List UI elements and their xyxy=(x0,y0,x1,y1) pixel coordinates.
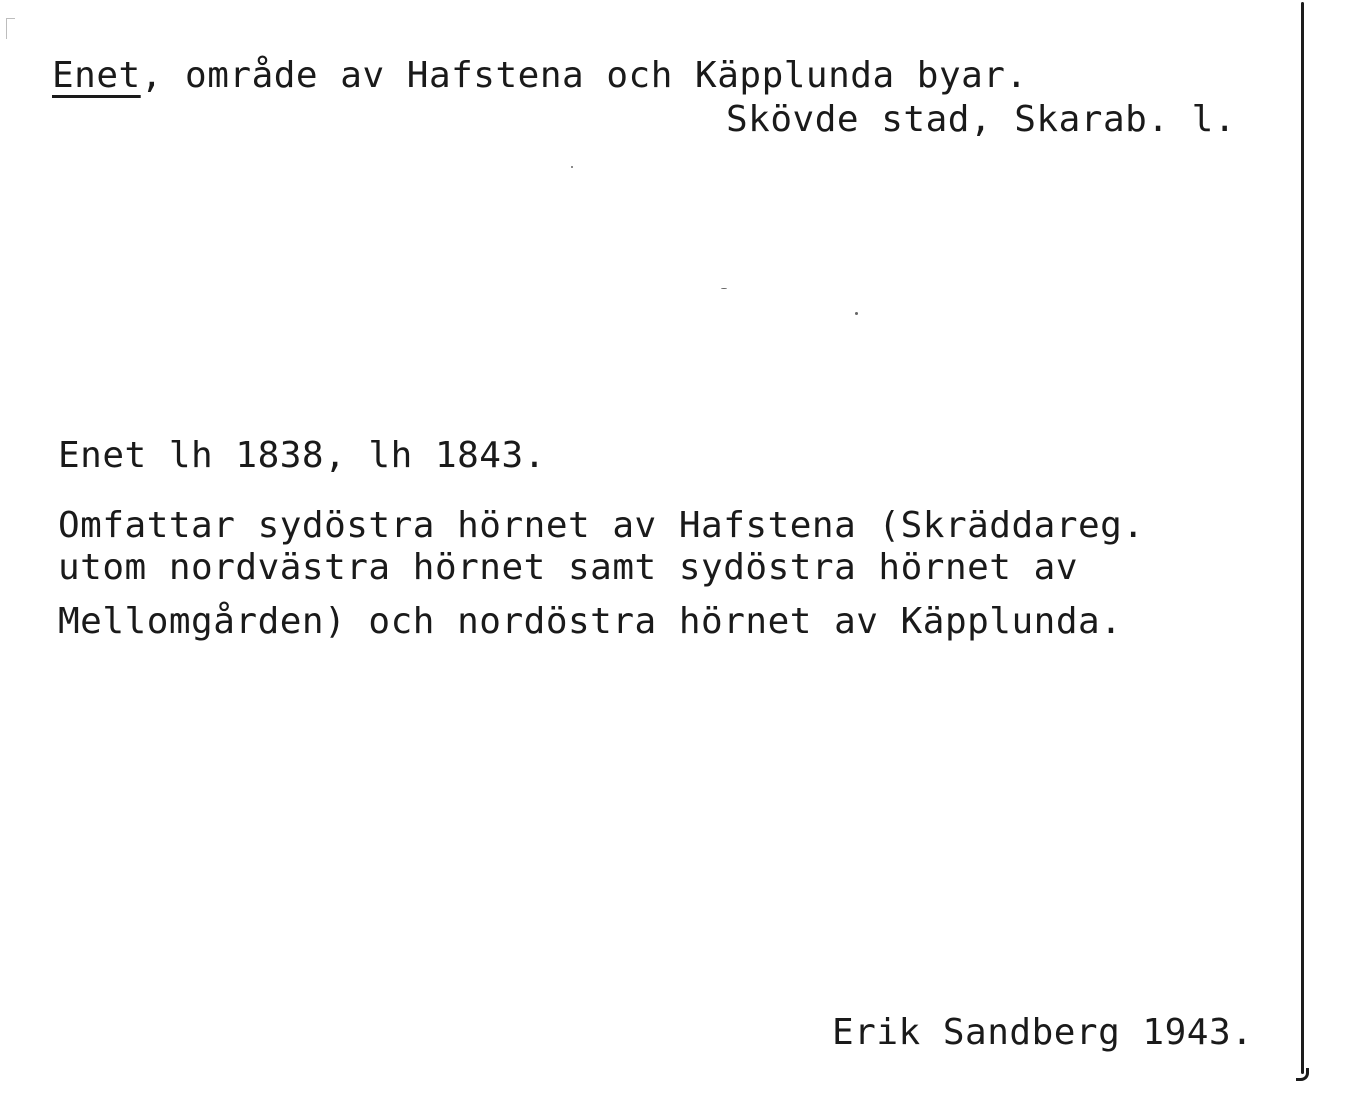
heading-line xyxy=(52,55,1028,96)
card-right-edge xyxy=(1301,2,1304,1074)
description-line-3: Mellomgården) och nordöstra hörnet av Käpplunda. xyxy=(58,601,1123,642)
signature-line: Erik Sandberg 1943. xyxy=(832,1012,1254,1053)
card-corner-mark xyxy=(6,18,15,39)
paper-speck xyxy=(855,312,858,315)
heading-description: , område av Hafstena och Käpplunda byar. xyxy=(140,55,1028,96)
description-line-1: Omfattar sydöstra hörnet av Hafstena (Skräddareg. xyxy=(58,505,1145,546)
card-edge-corner xyxy=(1296,1068,1309,1081)
location-line: Skövde stad, Skarab. l. xyxy=(726,99,1236,140)
paper-speck xyxy=(721,288,727,289)
description-line-2: utom nordvästra hörnet samt sydöstra hörnet av xyxy=(58,547,1078,588)
place-name: Enet xyxy=(52,55,141,96)
paper-speck xyxy=(571,166,573,168)
sources-line: Enet lh 1838, lh 1843. xyxy=(58,435,546,476)
